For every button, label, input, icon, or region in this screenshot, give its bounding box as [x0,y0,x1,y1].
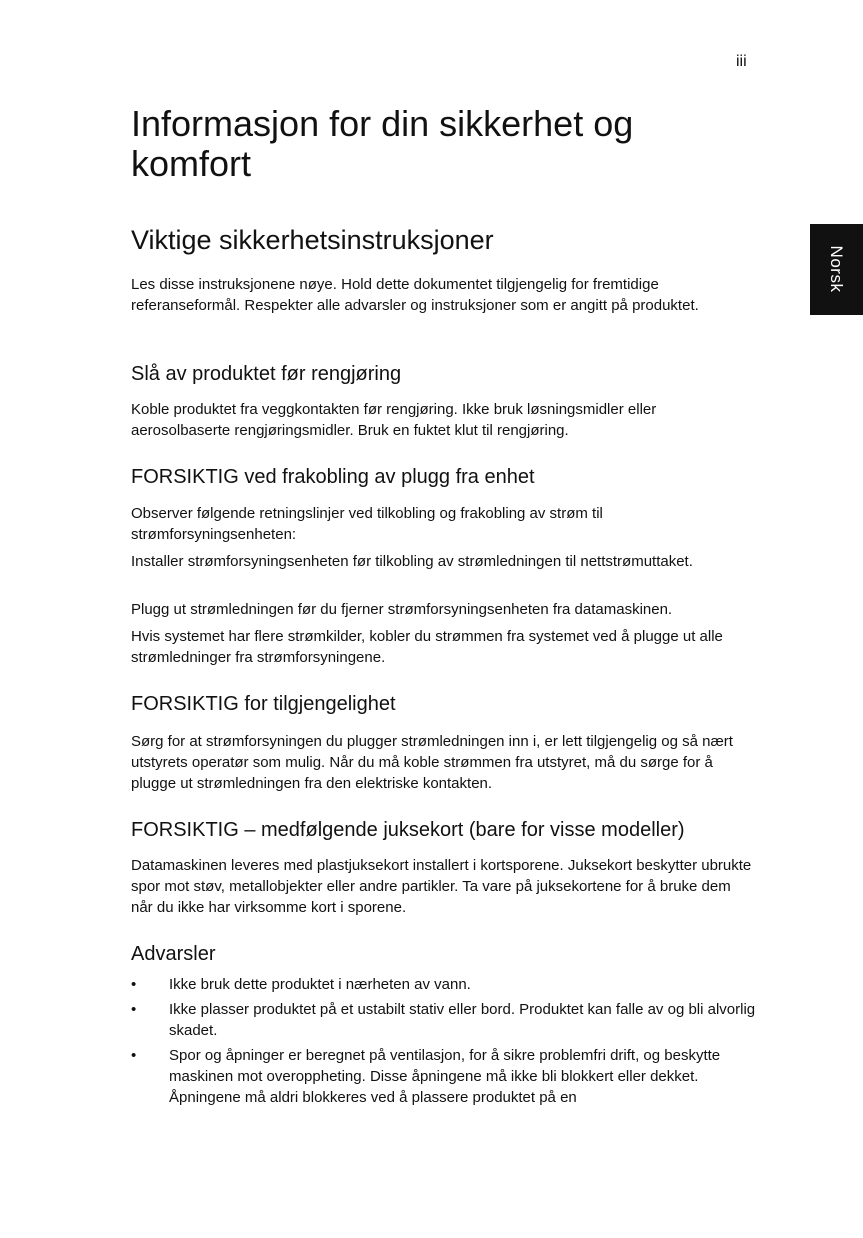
accessibility-paragraph: Sørg for at strømforsyningen du plugger strømledningen inn i, er lett tilgjengelig og så nært utstyrets operatør som mulig. Når du må koble strømmen fra utstyret, må du sørge for å plugge ut strømledningen fra den elektriske kontakten. [131,733,733,792]
unplug-paragraph-3: Plugg ut strømledningen før du fjerner strømforsyningsenheten fra datamaskinen. [131,601,673,618]
warnings-heading: Advarsler [131,943,216,965]
language-tab [810,224,863,315]
page-number: iii [736,53,747,70]
list-item [131,974,756,995]
bullet-icon: • [131,1001,137,1018]
intro-paragraph: Les disse instruksjonene nøye. Hold dette dokumentet tilgjengelig for fremtidige referanseformål. Respekter alle advarsler og instruksjoner som er angitt på produktet. [131,276,699,314]
bullet-icon: • [131,976,137,993]
dummy-cards-paragraph: Datamaskinen leveres med plastjuksekort installert i kortsporene. Juksekort beskytter ubrukte spor mot støv, metallobjekter eller andre partikler. Ta vare på juksekortene for å bruke dem når du ikke har virksomme kort i sporene. [131,857,752,916]
unplug-paragraph-2: Installer strømforsyningsenheten før tilkobling av strømledningen til nettstrømuttaket. [131,553,693,570]
cleaning-paragraph: Koble produktet fra veggkontakten før rengjøring. Ikke bruk løsningsmidler eller aerosolbaserte rengjøringsmidler. Bruk en fuktet klut til rengjøring. [131,401,657,439]
section-heading: Viktige sikkerhetsinstruksjoner [131,225,494,255]
unplug-paragraph-4: Hvis systemet har flere strømkilder, kobler du strømmen fra systemet ved å plugge ut alle strømledninger fra strømforsyningene. [131,628,723,666]
language-tab-label: Norsk [827,245,846,293]
list-item-text: Spor og åpninger er beregnet på ventilasjon, for å sikre problemfri drift, og beskytte maskinen mot overoppheting. Disse åpningene må ikke bli blokkert eller dekket. Åpningene må aldri blokkeres ved å plassere produktet på en [169,1047,721,1106]
unplug-paragraph-1: Observer følgende retningslinjer ved tilkobling og frakobling av strøm til strømforsyningsenheten: [131,505,603,543]
list-item [131,1045,756,1108]
unplug-heading: FORSIKTIG ved frakobling av plugg fra enhet [131,466,535,488]
accessibility-heading: FORSIKTIG for tilgjengelighet [131,693,396,715]
bullet-icon: • [131,1047,137,1064]
cleaning-heading: Slå av produktet før rengjøring [131,363,402,385]
page-title: Informasjon for din sikkerhet og komfort [131,103,634,184]
warnings-list [131,974,756,1112]
dummy-cards-heading: FORSIKTIG – medfølgende juksekort (bare for visse modeller) [131,819,685,841]
list-item-text: Ikke plasser produktet på et ustabilt stativ eller bord. Produktet kan falle av og bli alvorlig skadet. [169,1001,756,1039]
list-item [131,999,756,1041]
list-item-text: Ikke bruk dette produktet i nærheten av vann. [169,976,471,993]
